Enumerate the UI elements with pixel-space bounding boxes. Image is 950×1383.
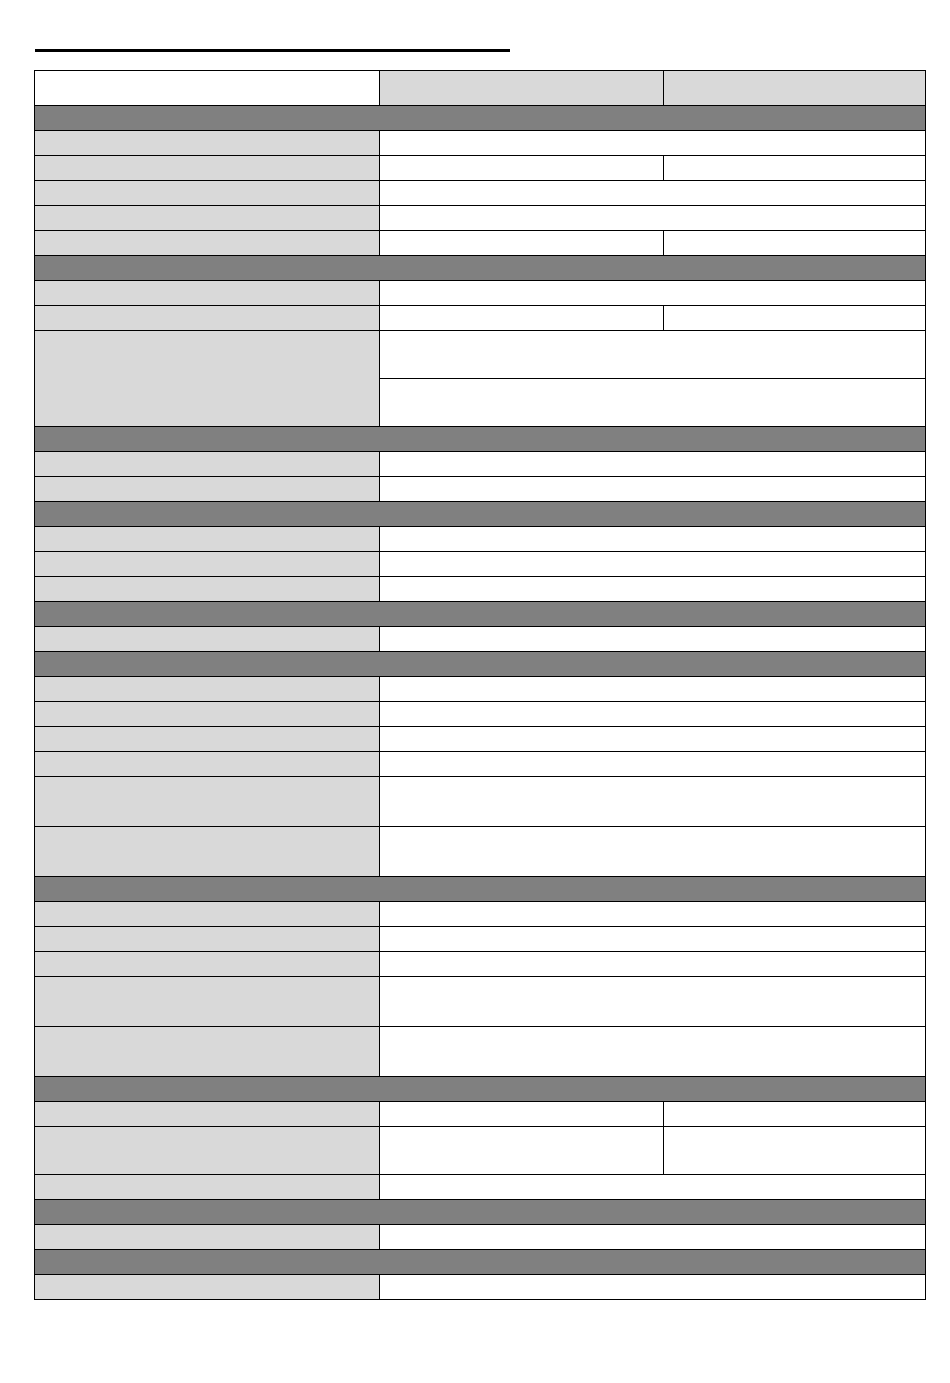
spec-row — [35, 902, 926, 927]
spec-value-column-2 — [664, 1127, 926, 1175]
spec-row — [35, 577, 926, 602]
section-header-title — [35, 1200, 926, 1225]
spec-value — [380, 1027, 926, 1077]
spec-value — [380, 552, 926, 577]
spec-value — [380, 1175, 926, 1200]
spec-value-column-1 — [380, 231, 664, 256]
spec-label — [35, 902, 380, 927]
spec-label — [35, 1102, 380, 1127]
header-column-1 — [380, 71, 664, 106]
spec-value-column-2 — [664, 1102, 926, 1127]
spec-value-column-2 — [664, 156, 926, 181]
section-header-row — [35, 1250, 926, 1275]
spec-row-two-values — [35, 1127, 926, 1175]
spec-value-upper — [380, 331, 926, 379]
spec-label — [35, 977, 380, 1027]
section-header-title — [35, 1077, 926, 1102]
spec-row-two-values — [35, 306, 926, 331]
spec-value — [380, 206, 926, 231]
spec-row — [35, 477, 926, 502]
spec-value-column-2 — [664, 231, 926, 256]
spec-value — [380, 752, 926, 777]
spec-value — [380, 952, 926, 977]
spec-row — [35, 552, 926, 577]
section-header-row — [35, 652, 926, 677]
spec-value — [380, 727, 926, 752]
spec-label — [35, 206, 380, 231]
spec-table — [34, 70, 926, 1300]
spec-row-two-values — [35, 1102, 926, 1127]
title-underline — [35, 49, 510, 52]
spec-label — [35, 827, 380, 877]
spec-label — [35, 231, 380, 256]
spec-row — [35, 702, 926, 727]
spec-row — [35, 281, 926, 306]
spec-row — [35, 452, 926, 477]
spec-label — [35, 1225, 380, 1250]
spec-value — [380, 477, 926, 502]
spec-row — [35, 752, 926, 777]
spec-row — [35, 1275, 926, 1300]
spec-value — [380, 1225, 926, 1250]
spec-value — [380, 777, 926, 827]
section-header-title — [35, 106, 926, 131]
spec-label — [35, 1275, 380, 1300]
spec-label — [35, 131, 380, 156]
spec-label — [35, 627, 380, 652]
spec-value-column-1 — [380, 1127, 664, 1175]
spec-value-column-1 — [380, 1102, 664, 1127]
spec-value — [380, 527, 926, 552]
spec-value-column-1 — [380, 306, 664, 331]
spec-label — [35, 677, 380, 702]
spec-label — [35, 1027, 380, 1077]
header-column-2 — [664, 71, 926, 106]
section-header-row — [35, 1077, 926, 1102]
spec-value — [380, 827, 926, 877]
spec-label — [35, 752, 380, 777]
spec-value — [380, 627, 926, 652]
spec-row — [35, 1027, 926, 1077]
spec-value — [380, 677, 926, 702]
spec-value-lower — [380, 379, 926, 427]
spec-label — [35, 281, 380, 306]
spec-value — [380, 977, 926, 1027]
spec-label — [35, 527, 380, 552]
spec-row — [35, 206, 926, 231]
spec-value — [380, 577, 926, 602]
section-header-row — [35, 106, 926, 131]
spec-label — [35, 306, 380, 331]
section-header-title — [35, 877, 926, 902]
spec-value — [380, 902, 926, 927]
spec-row-two-values — [35, 231, 926, 256]
spec-label — [35, 927, 380, 952]
section-header-title — [35, 602, 926, 627]
spec-value-column-2 — [664, 306, 926, 331]
spec-label — [35, 952, 380, 977]
spec-row — [35, 1225, 926, 1250]
spec-row — [35, 1175, 926, 1200]
section-header-row — [35, 256, 926, 281]
spec-label — [35, 702, 380, 727]
spec-label — [35, 331, 380, 427]
spec-value — [380, 181, 926, 206]
spec-row — [35, 727, 926, 752]
spec-row — [35, 977, 926, 1027]
spec-value — [380, 452, 926, 477]
spec-label — [35, 477, 380, 502]
spec-label — [35, 577, 380, 602]
spec-label — [35, 1127, 380, 1175]
spec-label — [35, 1175, 380, 1200]
section-header-title — [35, 427, 926, 452]
section-header-title — [35, 1250, 926, 1275]
spec-label — [35, 452, 380, 477]
spec-row-stacked — [35, 331, 926, 379]
spec-row — [35, 677, 926, 702]
spec-row — [35, 181, 926, 206]
spec-row — [35, 527, 926, 552]
section-header-title — [35, 502, 926, 527]
spec-label — [35, 552, 380, 577]
spec-value — [380, 702, 926, 727]
section-header-row — [35, 502, 926, 527]
spec-value-column-1 — [380, 156, 664, 181]
section-header-row — [35, 602, 926, 627]
spec-label — [35, 156, 380, 181]
spec-row — [35, 777, 926, 827]
section-header-row — [35, 427, 926, 452]
section-header-row — [35, 877, 926, 902]
spec-value — [380, 1275, 926, 1300]
section-header-title — [35, 652, 926, 677]
header-row — [35, 71, 926, 106]
section-header-title — [35, 256, 926, 281]
spec-label — [35, 181, 380, 206]
spec-label — [35, 777, 380, 827]
spec-value — [380, 281, 926, 306]
spec-value — [380, 927, 926, 952]
spec-row — [35, 827, 926, 877]
spec-row-two-values — [35, 156, 926, 181]
spec-row — [35, 952, 926, 977]
header-corner-cell — [35, 71, 380, 106]
spec-label — [35, 727, 380, 752]
spec-row — [35, 927, 926, 952]
spec-row — [35, 627, 926, 652]
spec-row — [35, 131, 926, 156]
section-header-row — [35, 1200, 926, 1225]
spec-value — [380, 131, 926, 156]
